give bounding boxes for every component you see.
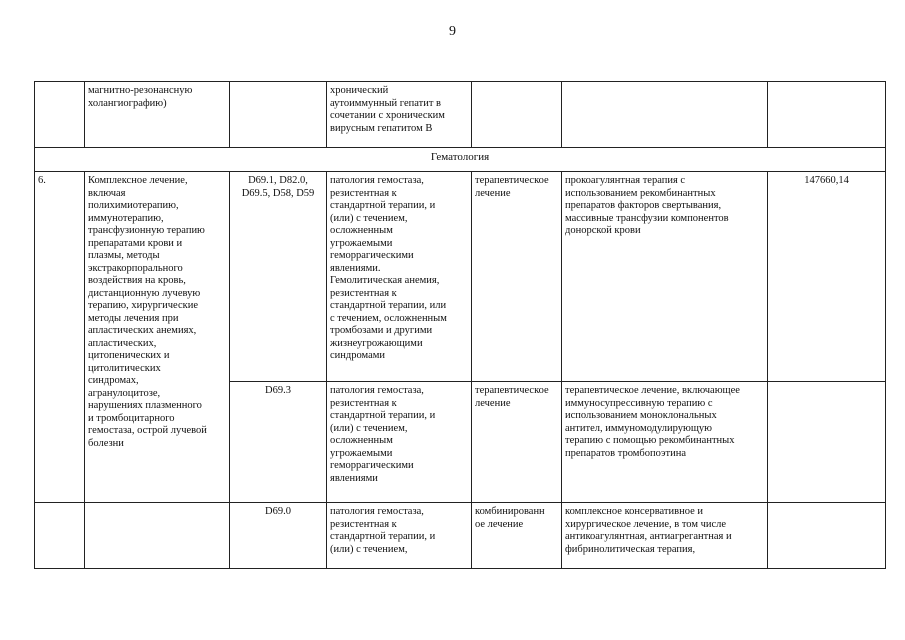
page-number: 9 (449, 24, 456, 39)
diagnosis-codes-text: D69.0 (265, 506, 291, 517)
number-cell (35, 503, 85, 569)
treatment-method-cell (562, 172, 768, 382)
continued-row (35, 82, 886, 148)
treatment-type-cell (472, 382, 562, 503)
treatment-type-text: комбинированн ое лечение (475, 506, 545, 530)
treatment-method-cell (562, 503, 768, 569)
entry-number: 6. (35, 172, 85, 503)
codes-cell (230, 82, 327, 148)
method-name-text: магнитно-резонансную холангиографию) (88, 85, 193, 109)
diagnosis-codes (230, 172, 327, 382)
entry-row-3 (35, 503, 886, 569)
treatment-method-text: прокоагулянтная терапия с использованием рекомбинантных препаратов факторов свертывания, массивные трансфузии компонентов донорской крови (565, 175, 729, 236)
diagnosis-codes-text: D69.3 (265, 385, 291, 396)
entry-method-name: Комплексное лечение, включая полихимиотерапию, иммунотерапию, трансфузионную терапию препаратами крови и плазмы, методы экстракорпорального воздействия на кровь, дистанционную лучевую терапию, хирургические методы лечения при апластических анемиях, апластических, цитопенических и цитолитических синдромах, агранулоцитозе, нарушениях плазменного и тромбоцитарного гемостаза, острой лучевой болезни (88, 175, 207, 449)
diagnosis-codes-text: D69.1, D82.0, D69.5, D58, D59 (241, 175, 315, 199)
cost-cell (768, 382, 886, 503)
patient-model-text: патология гемостаза, резистентная к стандартной терапии, и (или) с течением, осложненным угрожаемыми геморрагическими явлениями (330, 385, 436, 484)
diagnosis-codes (230, 503, 327, 569)
section-row (35, 148, 886, 172)
patient-model-cell (327, 82, 472, 148)
cost-cell (768, 503, 886, 569)
treatment-type-text: терапевтическое лечение (475, 385, 549, 409)
entry-method-name-cell (85, 172, 230, 503)
cost-value: 147660,14 (768, 172, 886, 382)
treatment-method-text: комплексное консервативное и хирургическое лечение, в том числе антикоагулянтная, антиагрегантная и фибринолитическая терапия, (565, 506, 732, 555)
treatment-method-cell (562, 82, 768, 148)
patient-model-cell (327, 382, 472, 503)
cost-cell (768, 82, 886, 148)
treatment-method-cell (562, 382, 768, 503)
patient-model-text: патология гемостаза, резистентная к стандартной терапии, и (или) с течением, осложненным угрожаемыми геморрагическими явлениями. Гемолитическая анемия, резистентная к стандартной терапии, или с течением, осложненным тромбозами и другими жизнеугрожающими синдромами (330, 175, 447, 361)
patient-model-text: хронический аутоиммунный гепатит в сочетании с хроническим вирусным гепатитом В (330, 85, 445, 134)
treatment-type-cell (472, 503, 562, 569)
treatment-type-cell (472, 82, 562, 148)
medical-care-table (34, 81, 886, 569)
method-name-cell (85, 82, 230, 148)
method-name-cell (85, 503, 230, 569)
entry-row-1 (35, 172, 886, 382)
diagnosis-codes (230, 382, 327, 503)
patient-model-cell (327, 503, 472, 569)
patient-model-text: патология гемостаза, резистентная к стандартной терапии, и (или) с течением, (330, 506, 436, 555)
treatment-type-cell (472, 172, 562, 382)
treatment-method-text: терапевтическое лечение, включающее иммуносупрессивную терапию с использованием моноклональных антител, иммуномодулирующую терапию с помощью рекомбинантных препаратов тромбопоэтина (565, 385, 740, 459)
treatment-type-text: терапевтическое лечение (475, 175, 549, 199)
section-title: Гематология (35, 148, 886, 172)
number-cell (35, 82, 85, 148)
patient-model-cell (327, 172, 472, 382)
